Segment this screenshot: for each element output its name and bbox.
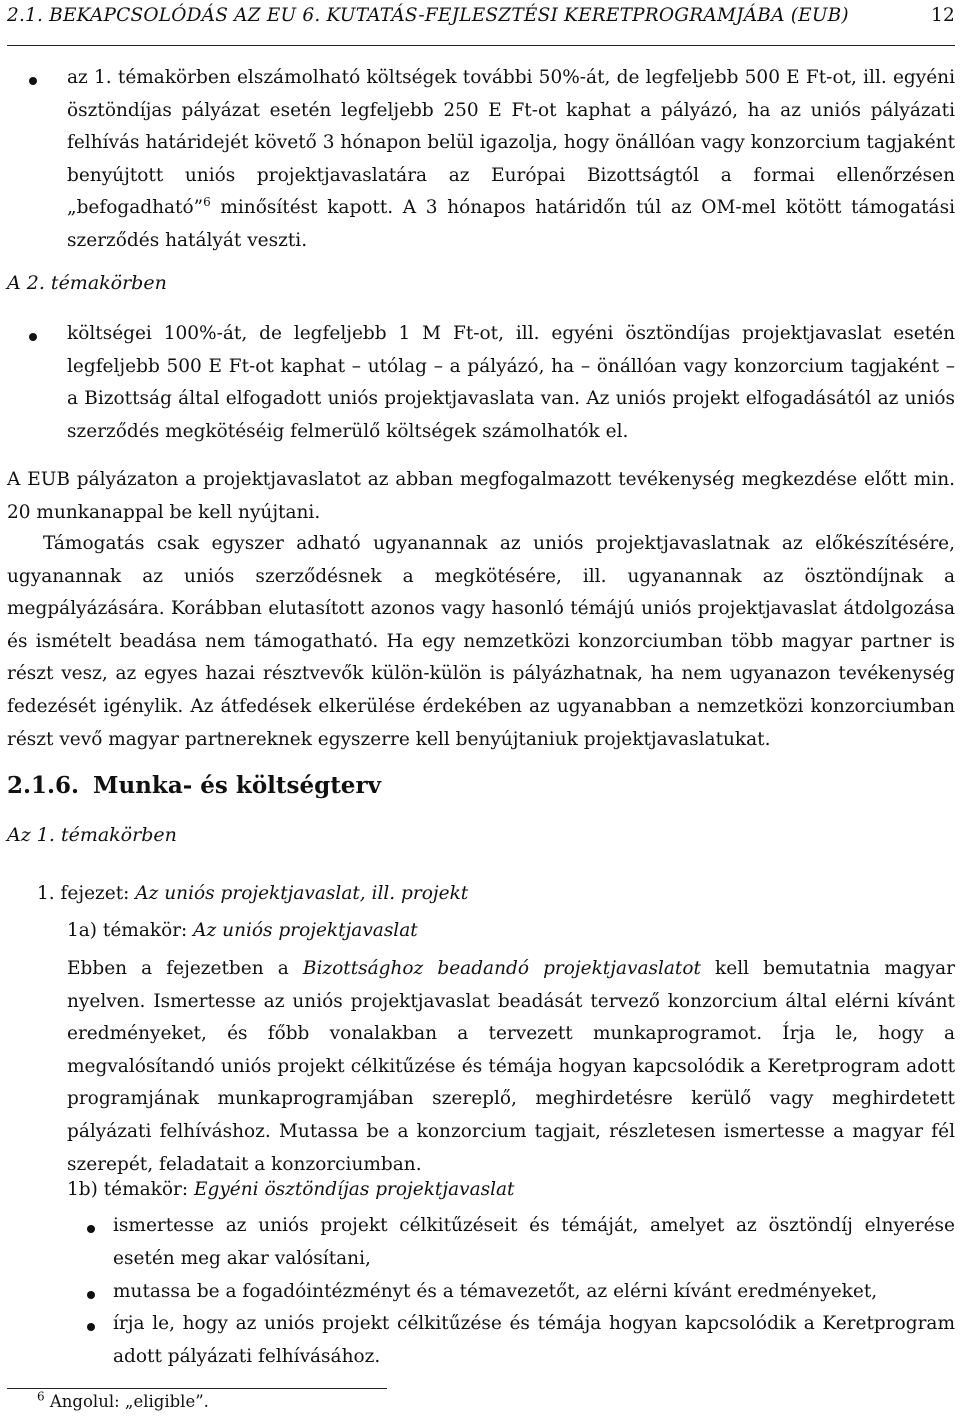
page-number: 12 bbox=[931, 5, 955, 26]
header-rule bbox=[7, 45, 955, 46]
footnote bbox=[37, 1389, 209, 1411]
section-title: Munka- és költségterv bbox=[93, 772, 381, 799]
topic-1a-body bbox=[67, 953, 955, 1181]
header-title: 2.1. BEKAPCSOLÓDÁS AZ EU 6. KUTATÁS-FEJLESZTÉSI KERETPROGRAMJÁBA (EUB) bbox=[7, 5, 849, 26]
topic-1a-heading bbox=[67, 915, 955, 948]
footnote-rule bbox=[7, 1388, 387, 1389]
chapter-1 bbox=[37, 878, 955, 911]
paragraph-tamogatas: Támogatás csak egyszer adható ugyanannak az uniós projektjavaslatnak az előkészítésére, ugyanannak az uniós szerződésnek a megkötésére, ill. ugyanannak az ösztöndíjnak a megpályázására. Korábban elutasított azonos vagy hasonló témájú uniós projektjavaslat átdolgozása és ismételt beadása nem támogatható. Ha egy nemzetközi konzorciumban több magyar partner is részt vesz, az egyes hazai résztvevők külön-külön is pályázhatnak, ha nem ugyanazon tevékenység fedezését igénylik. Az átfedések elkerülése érdekében az ugyanabban a nemzetközi konzorciumban részt vevő magyar partnereknek egyszerre kell benyújtaniuk projektjavaslatukat. bbox=[7, 533, 955, 750]
topic-prefix: 1b) témakör: bbox=[67, 1179, 194, 1200]
body-text-cont: kell bemutatnia magyar nyelven. Ismertesse az uniós projektjavaslat beadását tervező konzorcium által elérni kívánt eredményeket, és főbb vonalakban a tervezett munkaprogramot. Írja le, hogy a megvalósítandó uniós projekt célkitűzése és témája hogyan kapcsolódik a Keretprogram adott programjának munkaprogramjában szereplő, meghirdetésre kerülő vagy meghirdetett pályázati felhíváshoz. Mutassa be a konzorcium tagjait, részletesen ismertesse a magyar fél szerepét, feladatait a konzorciumban. bbox=[67, 958, 955, 1175]
list-item: ismertesse az uniós projekt célkitűzéseit és témáját, amelyet az ösztöndíj elnyerése esetén meg akar valósítani, bbox=[113, 1215, 955, 1269]
bullet-marker bbox=[87, 1291, 95, 1299]
bullet-text-cont: minősítést kapott. A 3 hónapos határidőn túl az OM-mel kötött támogatási szerződés hatályát veszti. bbox=[67, 197, 955, 251]
bullet-item-costs: költségei 100%-át, de legfeljebb 1 M Ft-ot, ill. egyéni ösztöndíjas projektjavaslat esetén legfeljebb 500 E Ft-ot kaphat – utólag – a pályázó, ha – önállóan vagy konzorcium tagjaként – a Bizottság által elfogadott uniós projektjavaslata van. Az uniós projekt elfogadásától az uniós szerződés megkötéséig felmerülő költségek számolhatók el. bbox=[67, 323, 955, 442]
topic-title: Az uniós projektjavaslat bbox=[193, 920, 418, 941]
bullet-marker bbox=[87, 1225, 95, 1233]
bullet-marker bbox=[87, 1323, 95, 1331]
chapter-title: Az uniós projektjavaslat, ill. projekt bbox=[135, 883, 469, 904]
list-item: írja le, hogy az uniós projekt célkitűzése és témája hogyan kapcsolódik a Keretprogram adott pályázati felhívásához. bbox=[113, 1313, 955, 1367]
bullet-marker bbox=[29, 333, 37, 341]
footnote-text: Angolul: „eligible”. bbox=[49, 1392, 209, 1411]
section-number: 2.1.6. bbox=[7, 772, 80, 799]
section-heading bbox=[7, 772, 381, 799]
topic-title: Egyéni ösztöndíjas projektjavaslat bbox=[193, 1179, 515, 1200]
bullet-item-eligible bbox=[67, 62, 955, 258]
footnote-mark: 6 bbox=[37, 1389, 45, 1404]
label-az1: Az 1. témakörben bbox=[7, 824, 177, 846]
label-a2: A 2. témakörben bbox=[7, 272, 167, 294]
bullet-text: az 1. témakörben elszámolható költségek további 50%-át, de legfeljebb 500 E Ft-ot, ill. egyéni ösztöndíjas pályázat esetén legfeljebb 250 E Ft-ot kaphat a pályázó, ha az uniós pályázati felhívás határidejét követő 3 hónapon belül igazolja, hogy önállóan vagy konzorcium tagjaként benyújtott uniós projektjavaslatára az Európai Bizottságtól a formai ellenőrzésen „befogadható” bbox=[67, 67, 955, 219]
list-item: mutassa be a fogadóintézményt és a témavezetőt, az elérni kívánt eredményeket, bbox=[113, 1281, 878, 1302]
bullet-marker bbox=[29, 77, 37, 85]
chapter-prefix: 1. fejezet: bbox=[37, 883, 136, 904]
footnote-ref[interactable]: 6 bbox=[203, 195, 211, 210]
topic-1b-heading bbox=[67, 1174, 955, 1207]
running-header bbox=[7, 5, 955, 26]
paragraph-eub: A EUB pályázaton a projektjavaslatot az abban megfogalmazott tevékenység megkezdése előtt min. 20 munkanappal be kell nyújtani. bbox=[7, 469, 955, 523]
topic-prefix: 1a) témakör: bbox=[67, 920, 194, 941]
body-text-italic: Bizottsághoz beadandó projektjavaslatot bbox=[302, 958, 701, 979]
body-text: Ebben a fejezetben a bbox=[67, 958, 303, 979]
